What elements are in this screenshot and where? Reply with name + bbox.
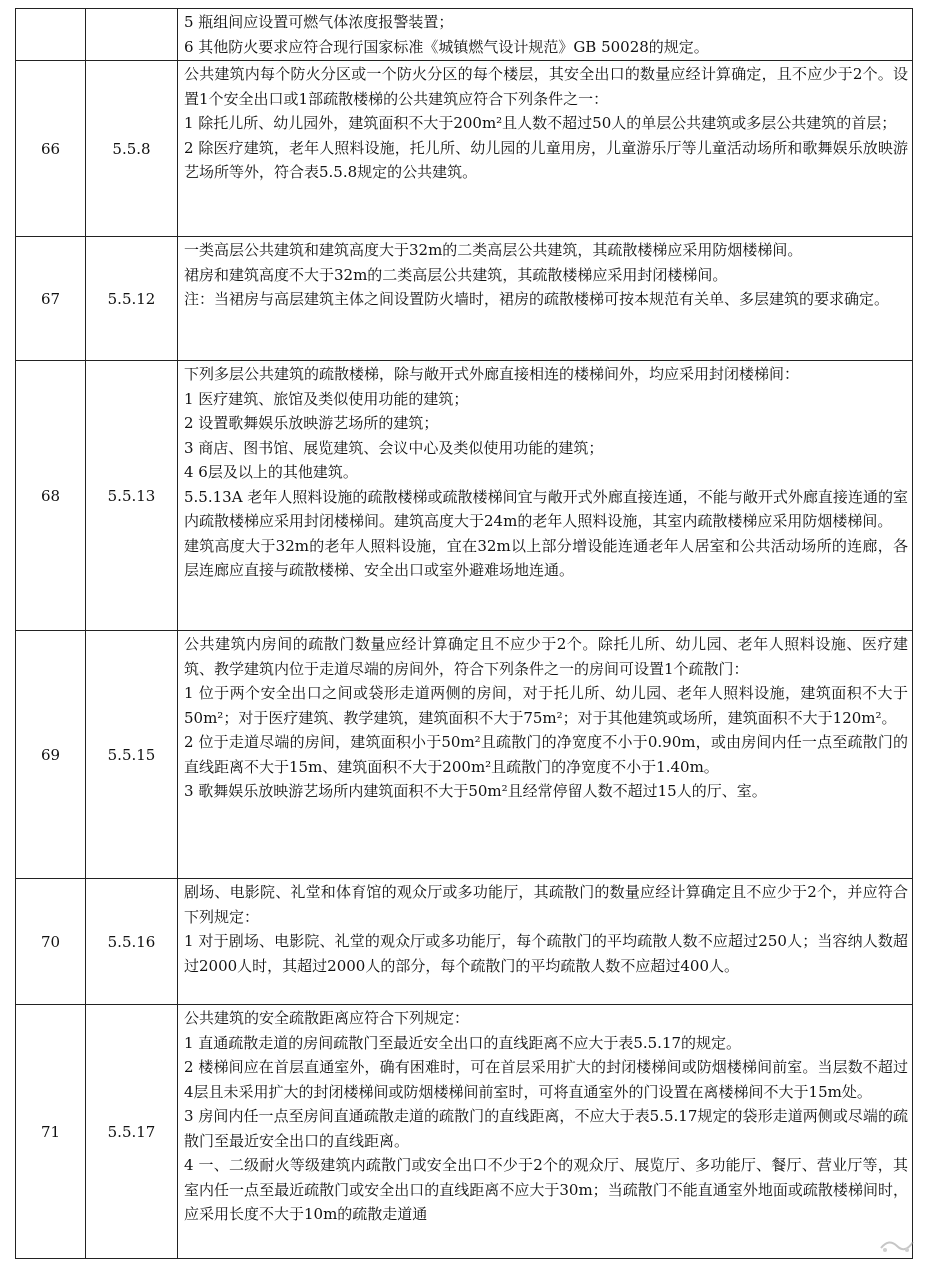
clause-paragraph: 1 对于剧场、电影院、礼堂的观众厅或多功能厅，每个疏散门的平均疏散人数不应超过250人；当容纳人数超过2000人时，其超过2000人的部分，每个疏散门的平均疏散人数不应超过400人。 — [184, 932, 908, 975]
clause-code: 5.5.13 — [86, 361, 178, 631]
clause-paragraph: 公共建筑内房间的疏散门数量应经计算确定且不应少于2个。除托儿所、幼儿园、老年人照料设施、医疗建筑、教学建筑内位于走道尽端的房间外，符合下列条件之一的房间可设置1个疏散门： — [184, 635, 908, 678]
row-number: 67 — [16, 237, 86, 361]
clause-paragraph: 一类高层公共建筑和建筑高度大于32m的二类高层公共建筑，其疏散楼梯应采用防烟楼梯间。 — [184, 241, 803, 259]
clause-code: 5.5.17 — [86, 1005, 178, 1259]
clause-paragraph: 3 房间内任一点至房间直通疏散走道的疏散门的直线距离，不应大于表5.5.17规定的袋形走道两侧或尽端的疏散门至最近安全出口的直线距离。 — [184, 1107, 908, 1150]
clause-paragraph: 4 6层及以上的其他建筑。 — [184, 463, 358, 481]
clause-paragraph: 剧场、电影院、礼堂和体育馆的观众厅或多功能厅，其疏散门的数量应经计算确定且不应少于2个，并应符合下列规定： — [184, 883, 908, 926]
clause-text — [178, 631, 913, 879]
row-number: 68 — [16, 361, 86, 631]
clause-paragraph: 2 楼梯间应在首层直通室外，确有困难时，可在首层采用扩大的封闭楼梯间或防烟楼梯间前室。当层数不超过4层且未采用扩大的封闭楼梯间或防烟楼梯间前室时，可将直通室外的门设置在离楼梯间不大于15m处。 — [184, 1058, 908, 1101]
clause-text — [178, 1005, 913, 1259]
clause-code: 5.5.12 — [86, 237, 178, 361]
watermark-logo-icon — [877, 1234, 917, 1256]
clause-paragraph: 注：当裙房与高层建筑主体之间设置防火墙时，裙房的疏散楼梯可按本规范有关单、多层建筑的要求确定。 — [184, 290, 890, 308]
table-row — [16, 9, 913, 61]
row-number: 69 — [16, 631, 86, 879]
clause-paragraph: 裙房和建筑高度不大于32m的二类高层公共建筑，其疏散楼梯应采用封闭楼梯间。 — [184, 265, 728, 284]
clause-paragraph: 1 医疗建筑、旅馆及类似使用功能的建筑； — [184, 389, 469, 408]
clause-text — [178, 879, 913, 1005]
clause-paragraph: 下列多层公共建筑的疏散楼梯，除与敞开式外廊直接相连的楼梯间外，均应采用封闭楼梯间： — [184, 365, 800, 383]
clause-paragraph: 1 位于两个安全出口之间或袋形走道两侧的房间，对于托儿所、幼儿园、老年人照料设施，建筑面积不大于50m²；对于医疗建筑、教学建筑，建筑面积不大于75m²；对于其他建筑或场所，建筑面积不大于120m²。 — [184, 684, 908, 727]
table-row — [16, 61, 913, 237]
clause-paragraph: 6 其他防火要求应符合现行国家标准《城镇燃气设计规范》GB 50028的规定。 — [184, 37, 709, 56]
clause-paragraph: 2 除医疗建筑，老年人照料设施，托儿所、幼儿园的儿童用房，儿童游乐厅等儿童活动场所和歌舞娱乐放映游艺场所等外，符合表5.5.8规定的公共建筑。 — [184, 138, 908, 181]
clause-paragraph: 公共建筑的安全疏散距离应符合下列规定： — [184, 1009, 470, 1027]
clause-paragraph: 3 歌舞娱乐放映游艺场所内建筑面积不大于50m²且经常停留人数不超过15人的厅、室。 — [184, 782, 767, 800]
table-row — [16, 879, 913, 1005]
table-row — [16, 361, 913, 631]
clause-paragraph: 5.5.13A 老年人照料设施的疏散楼梯或疏散楼梯间宜与敞开式外廊直接连通，不能与敞开式外廊直接连通的室内疏散楼梯应采用封闭楼梯间。建筑高度大于24m的老年人照料设施，其室内疏散楼梯应采用防烟楼梯间。 — [184, 487, 908, 530]
clause-paragraph: 2 设置歌舞娱乐放映游艺场所的建筑； — [184, 414, 439, 432]
row-number: 71 — [16, 1005, 86, 1259]
clause-paragraph: 2 位于走道尽端的房间，建筑面积小于50m²且疏散门的净宽度不小于0.90m，或由房间内任一点至疏散门的直线距离不大于15m、建筑面积不大于200m²且疏散门的净宽度不小于1.40m。 — [184, 733, 908, 776]
clause-paragraph: 4 一、二级耐火等级建筑内疏散门或安全出口不少于2个的观众厅、展览厅、多功能厅、餐厅、营业厅等，其室内任一点至最近疏散门或安全出口的直线距离不应大于30m；当疏散门不能直通室外地面或疏散楼梯间时，应采用长度不大于10m的疏散走道通 — [184, 1156, 908, 1223]
clause-paragraph: 3 商店、图书馆、展览建筑、会议中心及类似使用功能的建筑； — [184, 438, 604, 457]
clause-paragraph: 建筑高度大于32m的老年人照料设施，宜在32m以上部分增设能连通老年人居室和公共活动场所的连廊，各层连廊应直接与疏散楼梯、安全出口或室外避难场地连通。 — [184, 536, 908, 579]
row-number — [16, 9, 86, 61]
clause-paragraph: 1 直通疏散走道的房间疏散门至最近安全出口的直线距离不应大于表5.5.17的规定。 — [184, 1033, 742, 1052]
table-row — [16, 1005, 913, 1259]
clause-paragraph: 公共建筑内每个防火分区或一个防火分区的每个楼层，其安全出口的数量应经计算确定，且不应少于2个。设置1个安全出口或1部疏散楼梯的公共建筑应符合下列条件之一： — [184, 65, 908, 108]
regulation-table — [15, 8, 913, 1259]
clause-paragraph: 5 瓶组间应设置可燃气体浓度报警装置； — [184, 13, 454, 31]
clause-code: 5.5.16 — [86, 879, 178, 1005]
clause-text — [178, 9, 913, 61]
table-body — [16, 9, 913, 1259]
clause-text — [178, 61, 913, 237]
clause-paragraph: 1 除托儿所、幼儿园外，建筑面积不大于200m²且人数不超过50人的单层公共建筑或多层公共建筑的首层； — [184, 114, 897, 132]
clause-text — [178, 237, 913, 361]
row-number: 70 — [16, 879, 86, 1005]
clause-code: 5.5.8 — [86, 61, 178, 237]
row-number: 66 — [16, 61, 86, 237]
clause-code: 5.5.15 — [86, 631, 178, 879]
clause-text — [178, 361, 913, 631]
table-row — [16, 631, 913, 879]
table-row — [16, 237, 913, 361]
clause-code — [86, 9, 178, 61]
